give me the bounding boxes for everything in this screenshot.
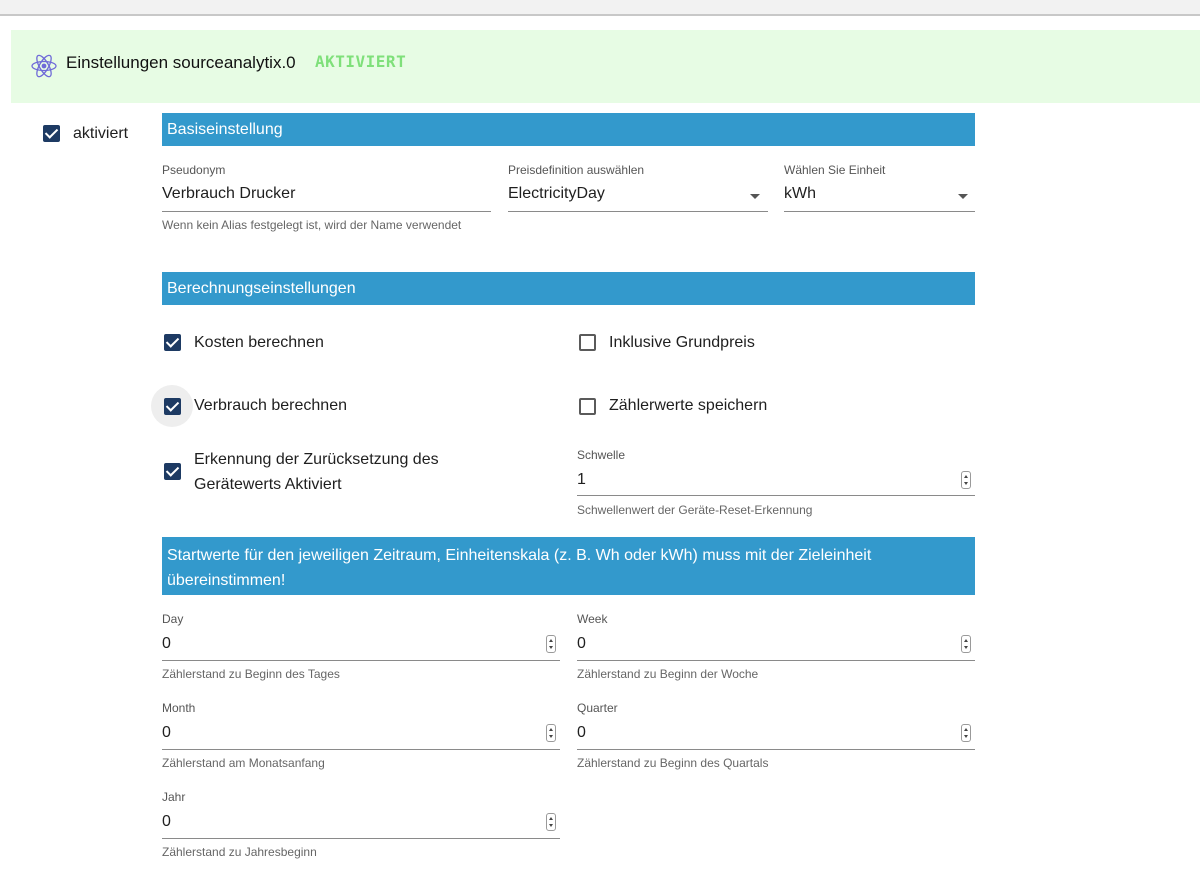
day-stepper-icon[interactable]	[546, 635, 556, 653]
section-start-header	[162, 537, 975, 595]
section-calc-header: Berechnungseinstellungen	[162, 272, 975, 305]
unit-underline	[784, 211, 975, 212]
pseudonym-underline	[162, 211, 491, 212]
day-input[interactable]: 0	[162, 635, 171, 652]
price-select[interactable]: ElectricityDay	[508, 185, 605, 202]
atom-icon	[30, 52, 58, 80]
week-help: Zählerstand zu Beginn der Woche	[577, 667, 759, 681]
month-stepper-icon[interactable]	[546, 724, 556, 742]
quarter-help: Zählerstand zu Beginn des Quartals	[577, 756, 769, 770]
pseudonym-input[interactable]: Verbrauch Drucker	[162, 185, 296, 202]
chevron-down-icon[interactable]	[750, 194, 760, 199]
year-input[interactable]: 0	[162, 813, 171, 830]
unit-label: Wählen Sie Einheit	[784, 163, 886, 177]
threshold-input[interactable]: 1	[577, 471, 586, 488]
costs-label: Kosten berechnen	[194, 334, 324, 351]
chevron-down-icon[interactable]	[958, 194, 968, 199]
quarter-input[interactable]: 0	[577, 724, 586, 741]
price-label: Preisdefinition auswählen	[508, 163, 645, 177]
reset-detect-label-line2: Gerätewerts Aktiviert	[194, 476, 342, 493]
start-title-line1: Startwerte für den jeweiligen Zeitraum, Einheitenskala (z. B. Wh oder kWh) muss mit der Zieleinheit	[167, 547, 872, 564]
day-underline	[162, 660, 560, 661]
reset-detect-label-line1: Erkennung der Zurücksetzung des	[194, 451, 439, 468]
threshold-help: Schwellenwert der Geräte-Reset-Erkennung	[577, 503, 813, 517]
settings-header	[11, 30, 1200, 103]
start-title-line2: übereinstimmen!	[167, 572, 286, 589]
consumption-checkbox[interactable]	[164, 398, 181, 415]
day-help: Zählerstand zu Beginn des Tages	[162, 667, 340, 681]
year-stepper-icon[interactable]	[546, 813, 556, 831]
threshold-label: Schwelle	[577, 448, 626, 462]
threshold-stepper-icon[interactable]	[961, 471, 971, 489]
week-label: Week	[577, 612, 608, 626]
meter-values-label: Zählerwerte speichern	[609, 397, 768, 414]
top-bar	[0, 0, 1200, 16]
month-input[interactable]: 0	[162, 724, 171, 741]
base-price-checkbox[interactable]	[579, 334, 596, 351]
status-badge: AKTIVIERT	[315, 52, 407, 71]
month-underline	[162, 749, 560, 750]
meter-values-checkbox[interactable]	[579, 398, 596, 415]
reset-detect-checkbox[interactable]	[164, 463, 181, 480]
base-price-label: Inklusive Grundpreis	[609, 334, 755, 351]
unit-select[interactable]: kWh	[784, 185, 816, 202]
week-input[interactable]: 0	[577, 635, 586, 652]
month-label: Month	[162, 701, 196, 715]
consumption-label: Verbrauch berechnen	[194, 397, 347, 414]
pseudonym-help: Wenn kein Alias festgelegt ist, wird der Name verwendet	[162, 218, 462, 232]
price-underline	[508, 211, 768, 212]
year-underline	[162, 838, 560, 839]
enabled-label: aktiviert	[73, 125, 129, 142]
costs-checkbox[interactable]	[164, 334, 181, 351]
month-help: Zählerstand am Monatsanfang	[162, 756, 325, 770]
pseudonym-label: Pseudonym	[162, 163, 226, 177]
page-title: Einstellungen sourceanalytix.0	[66, 53, 296, 72]
year-label: Jahr	[162, 790, 186, 804]
day-label: Day	[162, 612, 184, 626]
enabled-checkbox[interactable]	[43, 125, 60, 142]
quarter-underline	[577, 749, 975, 750]
week-stepper-icon[interactable]	[961, 635, 971, 653]
week-underline	[577, 660, 975, 661]
quarter-label: Quarter	[577, 701, 618, 715]
section-basis-header: Basiseinstellung	[162, 113, 975, 146]
threshold-underline	[577, 495, 975, 496]
quarter-stepper-icon[interactable]	[961, 724, 971, 742]
year-help: Zählerstand zu Jahresbeginn	[162, 845, 317, 859]
